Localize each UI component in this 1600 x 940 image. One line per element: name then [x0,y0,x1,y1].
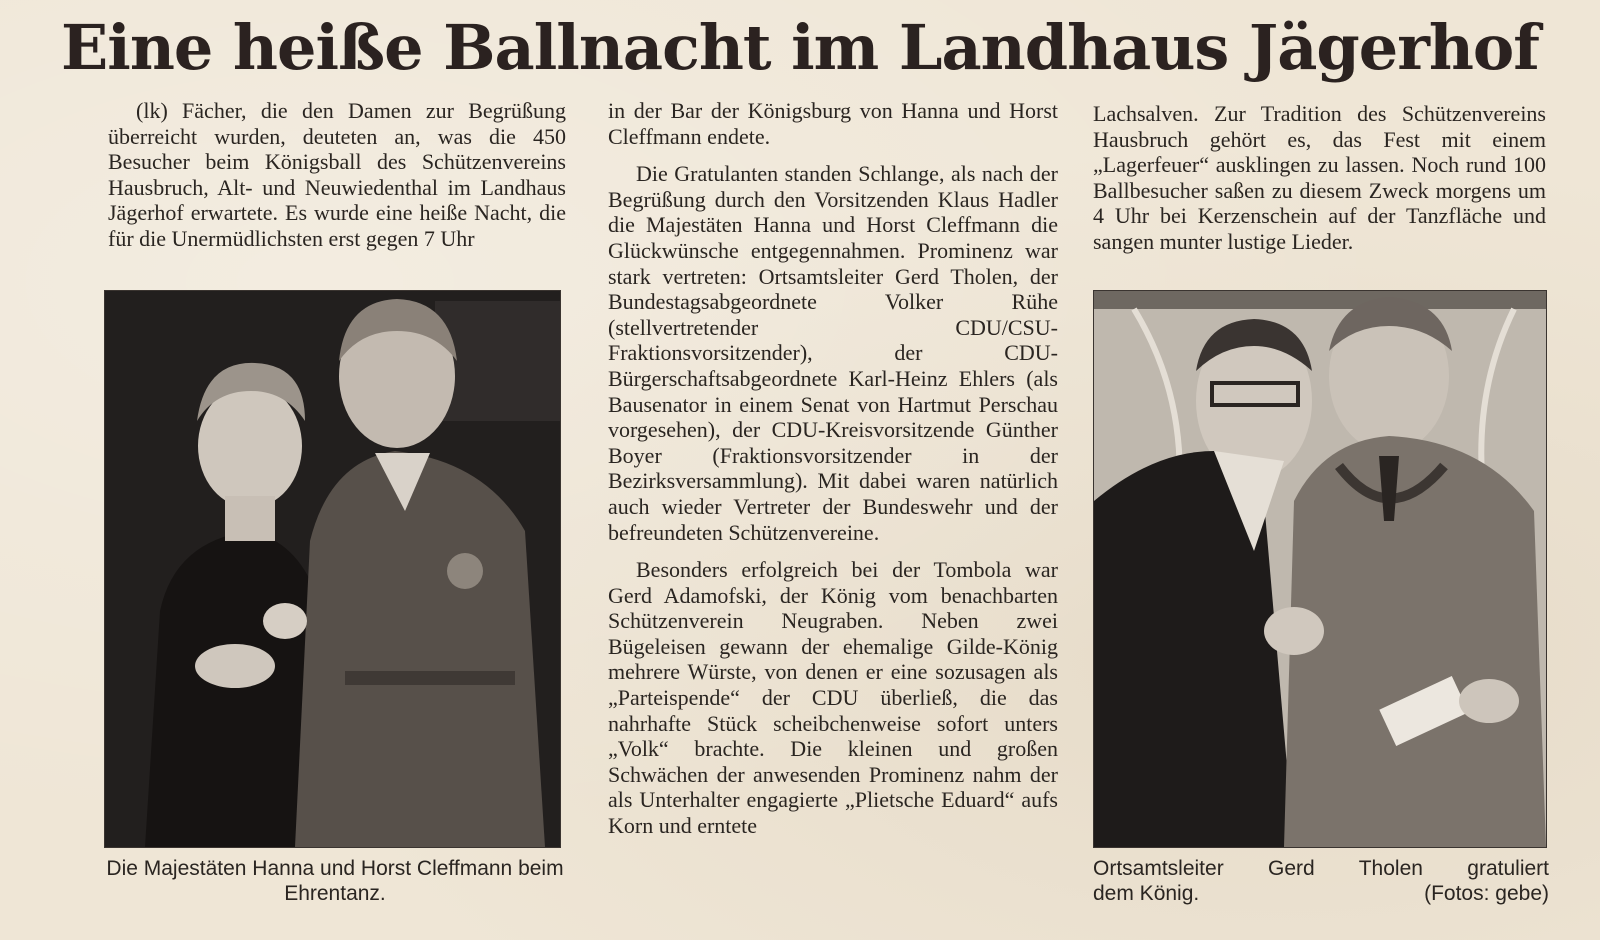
paragraph: (lk) Fächer, die den Damen zur Begrüßung überreicht wurden, deuteten an, was die 450 Besucher beim Königsball des Schützenvereins Hausbruch, Alt- und Neuwiedenthal im Landhaus Jägerhof erwartete. Es wurde eine heiße Nacht, die für die Unermüdlichsten erst gegen 7 Uhr [108,98,566,251]
headline: Eine heiße Ballnacht im Landhaus Jägerhof [61,11,1539,84]
paragraph: Besonders erfolgreich bei der Tombola war Gerd Adamofski, der König vom benachbarten Schützenverein Neugraben. Neben zwei Bügeleisen gewann der ehemalige Gilde-König mehrere Würste, von denen er eine sozusagen als „Parteispende“ der CDU überließ, die das nahrhafte Stück scheibchenweise sofort unters „Volk“ brachte. Die kleinen und großen Schwächen der anwesenden Prominenz nahm der als Unterhalter engagierte „Plietsche Eduard“ aufs Korn und erntete [608,557,1058,839]
photo-congratulation [1093,290,1547,848]
paragraph: in der Bar der Königsburg von Hanna und Horst Cleffmann endete. [608,98,1058,149]
photo-credit: (Fotos: gebe) [1424,882,1549,905]
photo-caption-2 [1093,856,1549,906]
photo-caption-1: Die Majestäten Hanna und Horst Cleffmann beim Ehrentanz. [106,857,564,905]
article-column-3 [1093,101,1546,255]
caption-line: Ortsamtsleiter Gerd Tholen gratuliert [1093,857,1549,880]
photo-dancing-couple [104,290,561,848]
paragraph: Die Gratulanten standen Schlange, als nach der Begrüßung durch den Vorsitzenden Klaus Hadler die Majestäten Hanna und Horst Cleffmann die Glückwünsche entgegennahmen. Prominenz war stark vertreten: Ortsamtsleiter Gerd Tholen, der Bundestagsabgeordnete Volker Rühe (stellvertretender CDU/CSU-Fraktionsvorsitzender), der CDU-Bürgerschaftsabgeordnete Karl-Heinz Ehlers (als Bausenator in einem Senat von Hartmut Perschau vorgesehen), der CDU-Kreisvorsitzende Günther Boyer (Fraktionsvorsitzender in der Bezirksversammlung). Mit dabei waren natürlich auch wieder Vertreter der Bundeswehr und der befreundeten Schützenvereine. [608,161,1058,545]
caption-line [1093,881,1549,906]
article-column-1 [108,98,566,252]
paragraph: Lachsalven. Zur Tradition des Schützenvereins Hausbruch gehört es, das Fest mit einem „Lagerfeuer“ ausklingen zu lassen. Noch rund 100 Ballbesucher saßen zu diesem Zweck morgens um 4 Uhr bei Kerzenschein auf der Tanzfläche und sangen munter lustige Lieder. [1093,101,1546,254]
article-column-2 [608,98,1058,839]
caption-text: dem König. [1093,882,1200,905]
